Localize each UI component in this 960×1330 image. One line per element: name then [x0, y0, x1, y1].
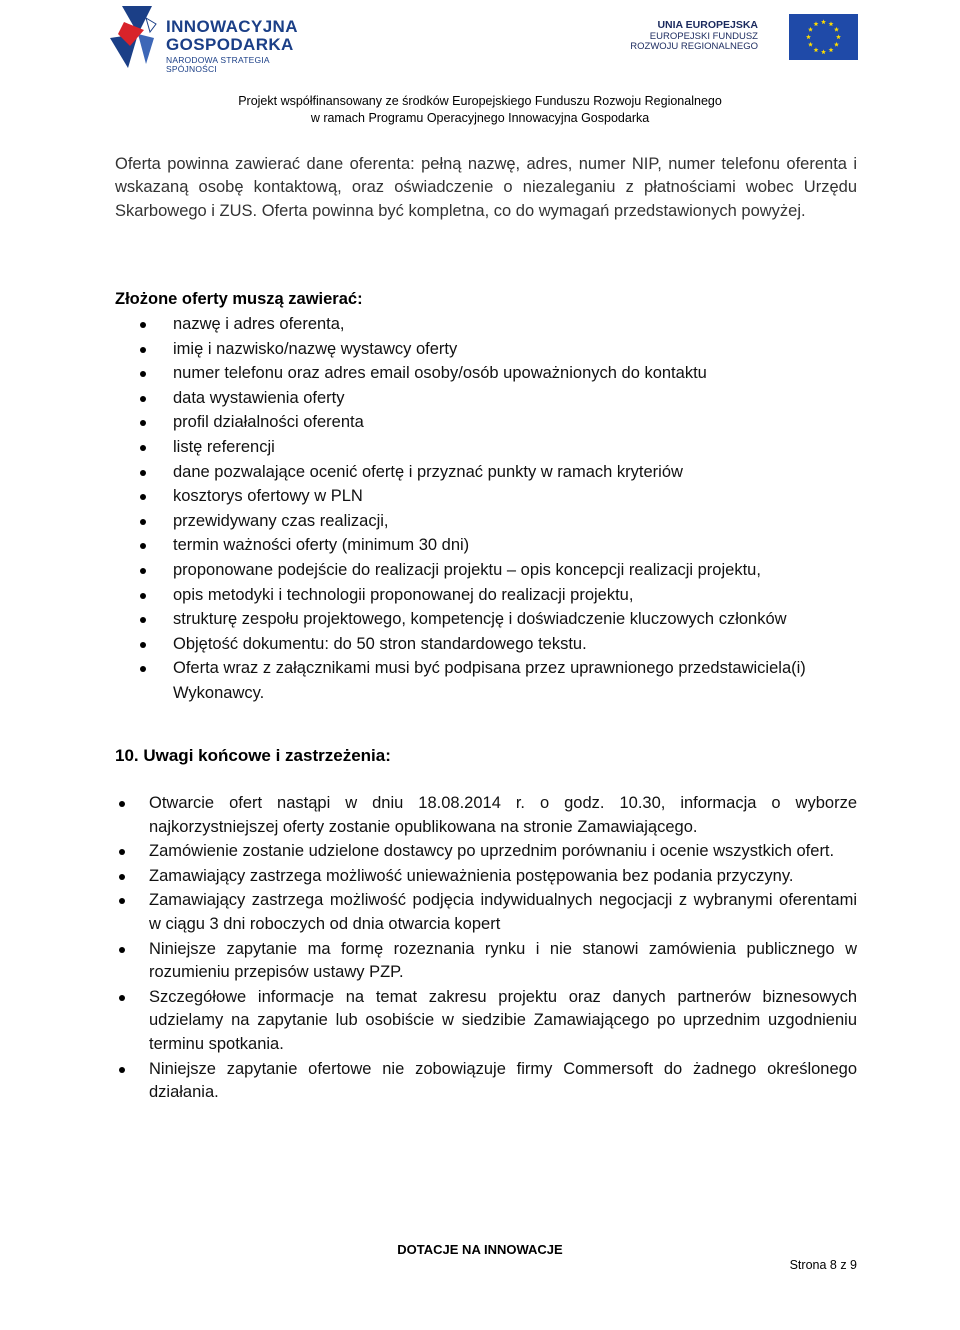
list-item	[115, 656, 860, 705]
list-item-text: profil działalności oferenta	[173, 413, 364, 432]
list-item	[115, 632, 860, 657]
list-item	[115, 840, 857, 864]
list-item-text: strukturę zespołu projektowego, kompetencję i doświadczenie kluczowych członków	[173, 610, 787, 629]
bullet-icon	[140, 519, 146, 525]
bullet-icon	[119, 947, 125, 953]
list-item-text: nazwę i adres oferenta,	[173, 315, 345, 333]
list-item-text: imię i nazwisko/nazwę wystawcy oferty	[173, 339, 458, 358]
innowacyjna-gospodarka-logo	[108, 4, 313, 74]
logo-line-1: INNOWACYJNA	[166, 17, 298, 36]
bullet-icon	[140, 347, 146, 353]
eu-line-2: EUROPEJSKI FUNDUSZ	[649, 30, 758, 42]
list-item	[115, 435, 860, 460]
bullet-icon	[140, 396, 146, 402]
list-item-text: Zamawiający zastrzega możliwość podjęcia indywidualnych negocjacji z wybranymi oferentami w ciągu 3 dni roboczych od dnia otwarcia kopert	[149, 891, 857, 933]
eu-logo	[630, 14, 858, 60]
list-item	[115, 460, 860, 485]
list-item-text: data wystawienia oferty	[173, 388, 345, 407]
list-item	[115, 533, 860, 558]
list-item-text: Niniejsze zapytanie ofertowe nie zobowiązuje firmy Commersoft do żadnego określonego działania.	[149, 1059, 857, 1102]
bullet-icon	[140, 322, 146, 328]
eu-line-3: ROZWOJU REGIONALNEGO	[630, 41, 758, 53]
list-item-text: przewidywany czas realizacji,	[173, 511, 389, 530]
offer-requirements-list	[115, 312, 860, 706]
list-item	[115, 1058, 857, 1105]
bullet-icon	[119, 801, 125, 807]
list-item-text: Zamówienie zostanie udzielone dostawcy po uprzednim porównaniu i ocenie wszystkich ofert.	[149, 842, 835, 861]
list-item-text: kosztorys ofertowy w PLN	[173, 487, 363, 506]
final-remarks-heading: 10. Uwagi końcowe i zastrzeżenia:	[115, 746, 391, 765]
innowacyjna-gospodarka-logo-icon	[108, 4, 164, 70]
list-item	[115, 792, 857, 839]
list-item-text: termin ważności oferty (minimum 30 dni)	[173, 536, 470, 555]
list-item-text: opis metodyki i technologii proponowanej do realizacji projektu,	[173, 585, 634, 604]
list-item	[115, 865, 857, 889]
bullet-icon	[140, 593, 146, 599]
list-item	[115, 583, 860, 608]
bullet-icon	[140, 445, 146, 451]
bullet-icon	[140, 617, 146, 623]
list-item-text: Objętość dokumentu: do 50 stron standardowego tekstu.	[173, 634, 587, 653]
bullet-icon	[140, 470, 146, 476]
bullet-icon	[119, 995, 125, 1001]
bullet-icon	[140, 371, 146, 377]
cofinancing-note	[0, 93, 960, 127]
list-item-text: numer telefonu oraz adres email osoby/osób upoważnionych do kontaktu	[173, 364, 707, 383]
list-item	[115, 337, 860, 362]
bullet-icon	[140, 666, 146, 672]
bullet-icon	[119, 1067, 125, 1073]
cofinancing-note-line-2: w ramach Programu Operacyjnego Innowacyjna Gospodarka	[310, 111, 650, 125]
list-item	[115, 938, 857, 985]
list-item	[115, 312, 860, 337]
cofinancing-note-line-1: Projekt współfinansowany ze środków Europejskiego Funduszu Rozwoju Regionalnego	[238, 94, 722, 108]
bullet-icon	[119, 849, 125, 855]
list-item-text: Otwarcie ofert nastąpi w dniu 18.08.2014 r. o godz. 10.30, informacja o wyborze najkorzystniejszej oferty zostanie opublikowana na stronie Zamawiającego.	[149, 794, 857, 836]
list-item	[115, 386, 860, 411]
eu-flag-icon	[789, 14, 858, 60]
bullet-icon	[119, 874, 125, 880]
list-item-text: Oferta wraz z załącznikami musi być podpisana przez uprawnionego przedstawiciela(i) Wykonawcy.	[173, 659, 806, 702]
list-item	[115, 607, 860, 632]
bullet-icon	[119, 898, 125, 904]
bullet-icon	[140, 420, 146, 426]
list-item	[115, 986, 857, 1057]
logo-line-3: NARODOWA STRATEGIA SPÓJNOŚCI	[166, 55, 270, 74]
list-item-text: proponowane podejście do realizacji projektu – opis koncepcji realizacji projektu,	[173, 560, 761, 579]
list-item-text: Zamawiający zastrzega możliwość unieważnienia postępowania bez podania przyczyny.	[149, 866, 794, 885]
list-item-text: Szczegółowe informacje na temat zakresu projektu oraz danych partnerów biznesowych udzielamy na zapytanie lub osobiście w siedzibie Zamawiającego po uprzednim uzgodnieniu terminu spotkania.	[149, 987, 857, 1053]
bullet-icon	[140, 568, 146, 574]
list-item-text: Niniejsze zapytanie ma formę rozeznania rynku i nie stanowi zamówienia publicznego w rozumieniu przepisów ustawy PZP.	[149, 939, 857, 982]
list-item	[115, 410, 860, 435]
footer-title: DOTACJE NA INNOWACJE	[397, 1242, 563, 1257]
list-item	[115, 889, 857, 936]
eu-line-1: UNIA EUROPEJSKA	[657, 19, 758, 31]
list-item	[115, 558, 860, 583]
list-item-text: dane pozwalające ocenić ofertę i przyznać punkty w ramach kryteriów	[173, 462, 683, 481]
bullet-icon	[140, 494, 146, 500]
offer-requirements-title: Złożone oferty muszą zawierać:	[115, 290, 363, 308]
page-number: Strona 8 z 9	[789, 1258, 857, 1272]
list-item	[115, 509, 860, 534]
list-item-text: listę referencji	[173, 437, 275, 456]
intro-paragraph: Oferta powinna zawierać dane oferenta: pełną nazwę, adres, numer NIP, numer telefonu oferenta i wskazaną osobę kontaktową, oraz oświadczenie o niezaleganiu z płatnościami wobec Urzędu Skarbowego i ZUS. Oferta powinna być kompletna, co do wymagań przedstawionych powyżej.	[115, 155, 857, 220]
list-item	[115, 484, 860, 509]
final-remarks-list	[115, 792, 857, 1106]
bullet-icon	[140, 642, 146, 648]
list-item	[115, 361, 860, 386]
bullet-icon	[140, 543, 146, 549]
logo-line-2: GOSPODARKA	[166, 35, 294, 54]
